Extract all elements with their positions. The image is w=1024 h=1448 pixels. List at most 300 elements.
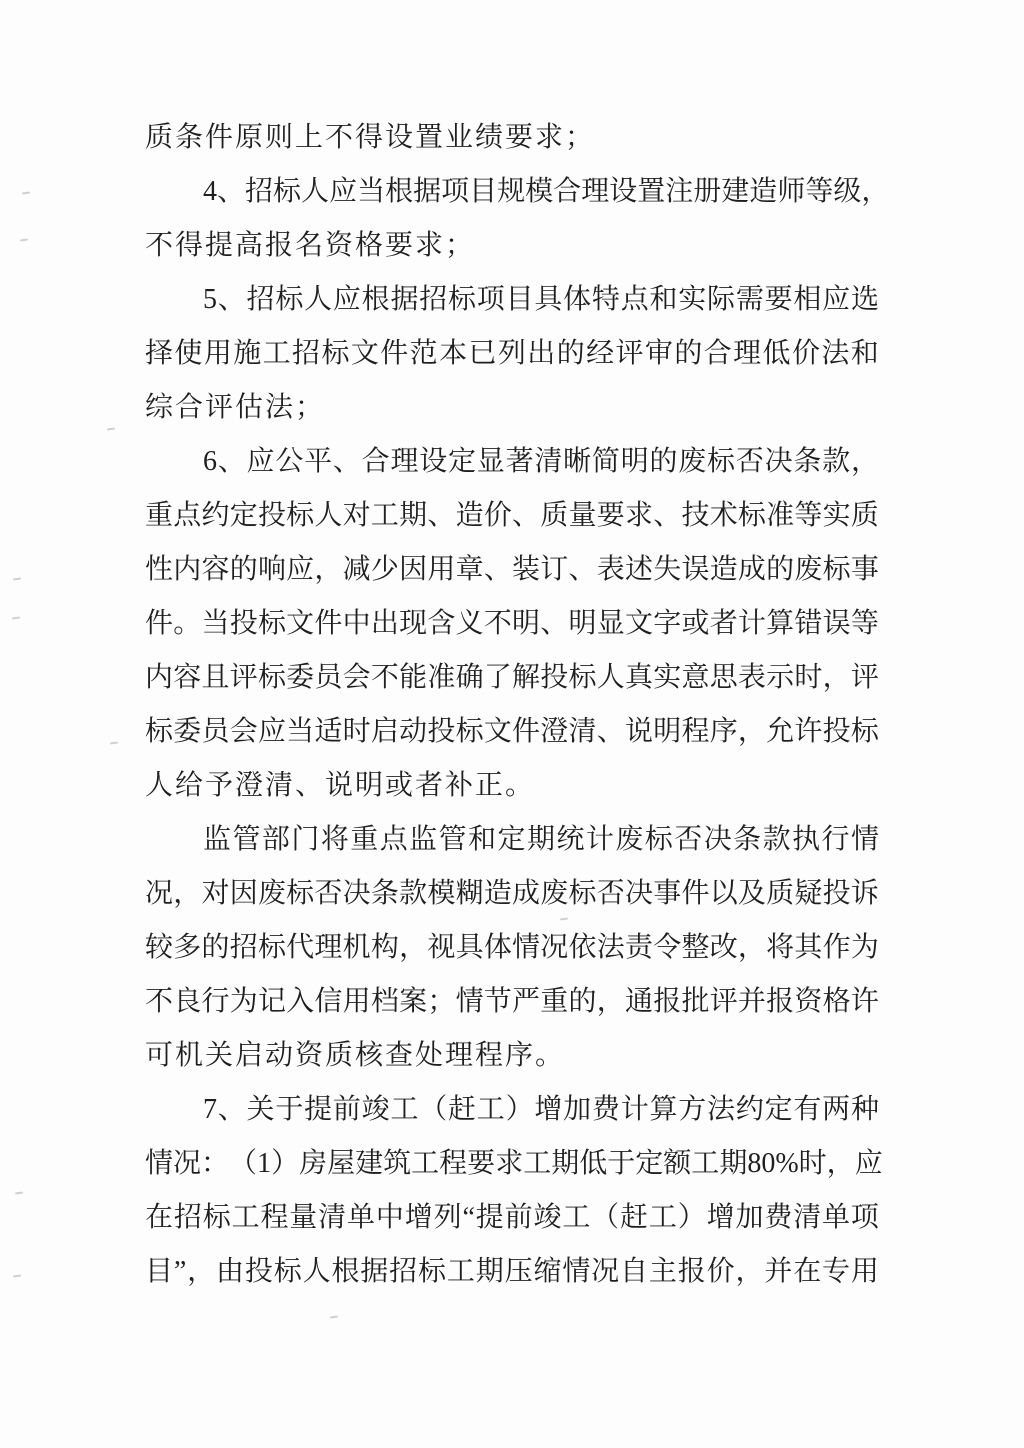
- text-line: [145, 273, 879, 327]
- text-glyph: 、: [217, 284, 246, 315]
- text-glyph: 价: [791, 338, 820, 369]
- text-glyph: 两: [822, 1094, 851, 1125]
- text-glyph: 单: [347, 1202, 376, 1233]
- text-glyph: 监: [409, 824, 438, 855]
- text-glyph: 况: [173, 1148, 202, 1179]
- text-glyph: 应: [257, 716, 286, 747]
- text-glyph: 门: [291, 824, 320, 855]
- text-glyph: 的: [674, 338, 703, 369]
- text-glyph: 理: [390, 446, 419, 477]
- text-glyph: 标: [275, 284, 304, 315]
- text-line: [145, 813, 879, 867]
- scan-speck: [13, 577, 21, 580]
- text-glyph: 标: [822, 554, 851, 585]
- text-line: [145, 327, 879, 381]
- scan-speck: [12, 616, 20, 619]
- text-glyph: 标: [737, 500, 766, 531]
- text-glyph: 员: [201, 716, 230, 747]
- text-glyph: 工: [476, 1094, 505, 1125]
- text-glyph: 相: [793, 284, 822, 315]
- text-glyph: 定: [497, 824, 526, 855]
- text-glyph: 用: [427, 554, 456, 585]
- text-glyph: 了: [483, 662, 512, 693]
- text-glyph: 报: [677, 1256, 706, 1287]
- text-glyph: 依: [568, 932, 597, 963]
- text-glyph: 并: [737, 986, 766, 1017]
- text-glyph: 赶: [448, 1094, 477, 1125]
- text-glyph: 且: [201, 662, 230, 693]
- text-line: [145, 165, 890, 219]
- text-glyph: 经: [586, 338, 615, 369]
- text-glyph: 体: [483, 932, 512, 963]
- text-glyph: 、: [217, 1094, 246, 1125]
- text-glyph: 已: [468, 338, 497, 369]
- text-glyph: 件: [380, 338, 409, 369]
- text-glyph: 较: [145, 932, 174, 963]
- text-line: 可机关启动资质核查处理程序。: [145, 1040, 566, 1071]
- text-glyph: 不: [145, 986, 174, 1017]
- text-glyph: 责: [624, 932, 653, 963]
- text-glyph: 应: [854, 1148, 883, 1179]
- text-glyph: 、: [217, 176, 246, 207]
- text-glyph: 范: [409, 338, 438, 369]
- text-glyph: 80%: [747, 1148, 799, 1179]
- text-glyph: 求: [495, 1148, 524, 1179]
- text-glyph: 事: [850, 554, 879, 585]
- text-glyph: 资: [794, 986, 823, 1017]
- text-glyph: 、: [427, 500, 456, 531]
- text-glyph: 出: [370, 608, 399, 639]
- text-glyph: 多: [173, 932, 202, 963]
- text-glyph: 应: [329, 176, 358, 207]
- text-glyph: 决: [703, 824, 732, 855]
- text-glyph: 现: [399, 608, 428, 639]
- text-glyph: 为: [229, 986, 258, 1017]
- text-line: [145, 705, 879, 759]
- text-glyph: 造: [709, 554, 738, 585]
- text-glyph: 加: [735, 1202, 764, 1233]
- text-glyph: 记: [257, 986, 286, 1017]
- text-glyph: 定: [764, 1094, 793, 1125]
- text-glyph: 模: [525, 176, 554, 207]
- text-glyph: 能: [399, 662, 428, 693]
- text-line: [145, 1191, 879, 1245]
- text-glyph: 否: [314, 878, 343, 909]
- text-glyph: 部: [261, 824, 290, 855]
- text-glyph: 、: [596, 716, 625, 747]
- text-glyph: 废: [678, 446, 707, 477]
- text-glyph: 代: [286, 932, 315, 963]
- text-glyph: 投: [257, 500, 286, 531]
- text-glyph: 准: [427, 662, 456, 693]
- text-glyph: 模: [427, 878, 456, 909]
- text-glyph: 建: [355, 1148, 384, 1179]
- text-glyph: ，: [314, 554, 343, 585]
- text-glyph: 条: [733, 824, 762, 855]
- text-glyph: 种: [850, 1094, 879, 1125]
- text-glyph: 、: [540, 608, 569, 639]
- text-glyph: 求: [624, 500, 653, 531]
- text-glyph: 报: [766, 986, 795, 1017]
- text-glyph: 项: [476, 284, 505, 315]
- text-glyph: 义: [455, 608, 484, 639]
- text-glyph: 期: [399, 500, 428, 531]
- text-glyph: 列: [433, 1202, 462, 1233]
- text-glyph: 件: [681, 878, 710, 909]
- text-glyph: 方: [678, 1094, 707, 1125]
- text-glyph: 件: [314, 608, 343, 639]
- text-glyph: 低: [762, 338, 791, 369]
- text-glyph: 订: [540, 554, 569, 585]
- text-glyph: 当: [201, 608, 230, 639]
- text-glyph: 法: [707, 1094, 736, 1125]
- text-glyph: 6: [203, 446, 217, 477]
- text-glyph: 法: [596, 932, 625, 963]
- text-glyph: 理: [733, 338, 762, 369]
- text-glyph: 并: [764, 1256, 793, 1287]
- text-glyph: 投: [427, 716, 456, 747]
- text-glyph: 响: [257, 554, 286, 585]
- text-glyph: 决: [764, 446, 793, 477]
- text-glyph: 择: [145, 338, 174, 369]
- text-glyph: 招: [389, 1256, 418, 1287]
- text-glyph: 期: [475, 1256, 504, 1287]
- text-glyph: 情: [145, 1148, 174, 1179]
- text-glyph: 屋: [327, 1148, 356, 1179]
- text-glyph: 在: [145, 1202, 174, 1233]
- text-glyph: 信: [314, 986, 343, 1017]
- text-glyph: 的: [766, 554, 795, 585]
- text-glyph: 竣: [361, 1094, 390, 1125]
- text-glyph: 根: [331, 1256, 360, 1287]
- text-glyph: ）: [271, 1148, 300, 1179]
- text-glyph: 含: [427, 608, 456, 639]
- text-glyph: 许: [794, 716, 823, 747]
- text-glyph: ，: [187, 1256, 216, 1287]
- text-glyph: 使: [174, 338, 203, 369]
- text-glyph: 内: [173, 554, 202, 585]
- text-glyph: 注: [665, 176, 694, 207]
- text-glyph: 审: [644, 338, 673, 369]
- text-glyph: ，: [173, 878, 202, 909]
- text-glyph: 自: [620, 1256, 649, 1287]
- text-glyph: 思: [709, 662, 738, 693]
- text-glyph: 、: [512, 500, 541, 531]
- text-glyph: 实: [653, 662, 682, 693]
- text-glyph: 实: [678, 284, 707, 315]
- text-glyph: 标: [455, 716, 484, 747]
- text-glyph: 设: [609, 176, 638, 207]
- text-glyph: 内: [145, 662, 174, 693]
- text-glyph: 算: [649, 1094, 678, 1125]
- text-line: 综合评估法；: [145, 392, 326, 423]
- text-glyph: 压: [504, 1256, 533, 1287]
- text-glyph: 明: [620, 446, 649, 477]
- text-glyph: 质: [850, 500, 879, 531]
- text-glyph: 点: [173, 500, 202, 531]
- text-line: [145, 975, 879, 1029]
- text-glyph: 员: [314, 662, 343, 693]
- text-glyph: 清: [793, 1202, 822, 1233]
- text-glyph: 标: [418, 1256, 447, 1287]
- text-glyph: 目: [505, 284, 534, 315]
- text-glyph: 标: [145, 716, 174, 747]
- text-glyph: 造: [749, 176, 778, 207]
- text-glyph: 的: [568, 986, 597, 1017]
- text-glyph: 通: [624, 986, 653, 1017]
- text-glyph: 说: [624, 716, 653, 747]
- text-glyph: 增: [404, 1202, 433, 1233]
- text-line: [145, 921, 879, 975]
- text-glyph: 据: [360, 1256, 389, 1287]
- text-line: 人给予澄清、说明或者补正。: [145, 770, 536, 801]
- text-line: [145, 651, 879, 705]
- text-glyph: 标: [273, 176, 302, 207]
- text-glyph: 、: [568, 554, 597, 585]
- text-glyph: ，: [735, 1256, 764, 1287]
- text-glyph: 施: [233, 338, 262, 369]
- text-glyph: 投: [229, 608, 258, 639]
- text-glyph: 当: [357, 176, 386, 207]
- text-glyph: 算: [766, 608, 795, 639]
- text-glyph: 启: [370, 716, 399, 747]
- text-glyph: 目: [469, 176, 498, 207]
- text-glyph: 监: [203, 824, 232, 855]
- text-glyph: 重: [145, 500, 174, 531]
- text-glyph: 师: [777, 176, 806, 207]
- text-glyph: 简: [591, 446, 620, 477]
- text-glyph: 人: [314, 500, 343, 531]
- text-glyph: 期: [526, 824, 555, 855]
- text-glyph: 会: [342, 662, 371, 693]
- text-glyph: 文: [350, 338, 379, 369]
- text-glyph: 序: [709, 716, 738, 747]
- text-glyph: 视: [427, 932, 456, 963]
- text-glyph: 否: [596, 878, 625, 909]
- text-glyph: 糊: [455, 878, 484, 909]
- text-glyph: 、: [483, 554, 512, 585]
- text-glyph: 投: [822, 878, 851, 909]
- text-glyph: 于: [607, 1148, 636, 1179]
- text-glyph: 决: [342, 878, 371, 909]
- text-line: [145, 435, 879, 489]
- text-glyph: 者: [709, 608, 738, 639]
- scan-speck: [107, 427, 115, 430]
- text-glyph: 款: [762, 824, 791, 855]
- text-glyph: 增: [706, 1202, 735, 1233]
- text-glyph: 投: [822, 716, 851, 747]
- text-glyph: 对: [342, 500, 371, 531]
- text-glyph: 造: [455, 500, 484, 531]
- text-line: [145, 543, 879, 597]
- text-glyph: 评: [709, 986, 738, 1017]
- text-glyph: 约: [201, 500, 230, 531]
- text-glyph: 会: [229, 716, 258, 747]
- text-glyph: 评: [229, 662, 258, 693]
- text-glyph: 重: [350, 824, 379, 855]
- text-glyph: 赶: [620, 1202, 649, 1233]
- text-glyph: 管: [232, 824, 261, 855]
- text-glyph: 具: [455, 932, 484, 963]
- text-glyph: 文: [286, 608, 315, 639]
- text-glyph: 等: [794, 500, 823, 531]
- text-glyph: 行: [821, 824, 850, 855]
- text-glyph: 的: [201, 932, 230, 963]
- text-glyph: 要: [764, 284, 793, 315]
- text-glyph: 选: [850, 284, 879, 315]
- text-glyph: 用: [203, 338, 232, 369]
- text-glyph: 评: [615, 338, 644, 369]
- text-glyph: 容: [201, 554, 230, 585]
- text-glyph: 点: [379, 824, 408, 855]
- text-glyph: 用: [342, 986, 371, 1017]
- text-glyph: 委: [173, 716, 202, 747]
- text-glyph: 和: [468, 824, 497, 855]
- text-glyph: 将: [320, 824, 349, 855]
- text-glyph: 情: [512, 932, 541, 963]
- text-glyph: 中: [342, 608, 371, 639]
- text-glyph: 投: [540, 662, 569, 693]
- text-glyph: 合: [703, 338, 732, 369]
- text-glyph: 适: [314, 716, 343, 747]
- text-glyph: 费: [764, 1202, 793, 1233]
- scan-speck: [15, 1191, 23, 1194]
- text-glyph: 列: [497, 338, 526, 369]
- text-glyph: 废: [615, 824, 644, 855]
- text-glyph: 标: [568, 878, 597, 909]
- text-glyph: 等: [850, 608, 879, 639]
- text-glyph: 有: [793, 1094, 822, 1125]
- text-glyph: 显: [476, 446, 505, 477]
- text-glyph: 动: [399, 716, 428, 747]
- scan-speck: [20, 238, 28, 241]
- text-glyph: 技: [681, 500, 710, 531]
- text-glyph: 标: [707, 446, 736, 477]
- text-glyph: 。: [173, 608, 202, 639]
- text-glyph: 招: [173, 1202, 202, 1233]
- text-glyph: ，: [822, 662, 851, 693]
- text-glyph: 工: [411, 1148, 440, 1179]
- text-glyph: 重: [540, 986, 569, 1017]
- text-line: [145, 597, 879, 651]
- text-glyph: ，: [737, 932, 766, 963]
- text-glyph: 作: [822, 932, 851, 963]
- text-glyph: 废: [794, 554, 823, 585]
- text-glyph: 情: [455, 986, 484, 1017]
- text-glyph: 程: [681, 716, 710, 747]
- text-glyph: 文: [483, 716, 512, 747]
- text-glyph: 况: [145, 878, 174, 909]
- text-glyph: 否: [735, 446, 764, 477]
- text-glyph: 情: [562, 1256, 591, 1287]
- text-glyph: 具: [534, 284, 563, 315]
- text-glyph: 入: [286, 986, 315, 1017]
- text-glyph: 对: [201, 878, 230, 909]
- text-glyph: 确: [455, 662, 484, 693]
- text-glyph: 清: [568, 716, 597, 747]
- text-glyph: 文: [624, 608, 653, 639]
- text-glyph: 示: [766, 662, 795, 693]
- text-glyph: 显: [596, 608, 625, 639]
- text-glyph: 约: [735, 1094, 764, 1125]
- text-glyph: 时: [798, 1148, 827, 1179]
- text-glyph: 7: [203, 1094, 217, 1125]
- text-glyph: 术: [709, 500, 738, 531]
- text-glyph: ，: [850, 446, 879, 477]
- text-glyph: 用: [850, 1256, 879, 1287]
- text-glyph: 加: [563, 1094, 592, 1125]
- text-glyph: 时: [794, 662, 823, 693]
- text-glyph: 招: [229, 932, 258, 963]
- text-glyph: 4: [203, 176, 217, 207]
- text-glyph: 人: [301, 176, 330, 207]
- text-glyph: ：: [201, 1148, 230, 1179]
- text-glyph: 人: [596, 662, 625, 693]
- text-glyph: 许: [850, 986, 879, 1017]
- text-glyph: 册: [693, 176, 722, 207]
- text-glyph: 令: [653, 932, 682, 963]
- text-glyph: 平: [304, 446, 333, 477]
- text-glyph: 清: [534, 446, 563, 477]
- text-glyph: 报: [653, 986, 682, 1017]
- text-glyph: ，: [826, 1148, 855, 1179]
- text-glyph: 前: [504, 1202, 533, 1233]
- text-glyph: 公: [275, 446, 304, 477]
- text-glyph: 合: [553, 176, 582, 207]
- text-glyph: 前: [332, 1094, 361, 1125]
- text-glyph: 低: [579, 1148, 608, 1179]
- scan-speck: [13, 1274, 21, 1277]
- text-glyph: 1: [257, 1148, 272, 1179]
- text-glyph: 根: [385, 176, 414, 207]
- text-glyph: 、: [217, 446, 246, 477]
- text-glyph: 时: [342, 716, 371, 747]
- text-glyph: 案: [399, 986, 428, 1017]
- text-glyph: 工: [691, 1148, 720, 1179]
- text-glyph: 及: [737, 878, 766, 909]
- text-glyph: 废: [540, 878, 569, 909]
- text-glyph: 将: [766, 932, 795, 963]
- text-glyph: 款: [822, 446, 851, 477]
- text-glyph: 误: [681, 554, 710, 585]
- text-glyph: 程: [260, 1202, 289, 1233]
- text-glyph: 本: [439, 338, 468, 369]
- text-glyph: 构: [370, 932, 399, 963]
- text-glyph: 条: [793, 446, 822, 477]
- text-glyph: 表: [737, 662, 766, 693]
- text-glyph: 解: [512, 662, 541, 693]
- text-glyph: 定: [635, 1148, 664, 1179]
- text-glyph: 档: [370, 986, 399, 1017]
- text-glyph: 成: [512, 878, 541, 909]
- text-glyph: 为: [850, 932, 879, 963]
- text-glyph: 定: [229, 500, 258, 531]
- text-glyph: 明: [512, 608, 541, 639]
- text-glyph: 标: [568, 662, 597, 693]
- text-glyph: 标: [257, 608, 286, 639]
- text-line: 质条件原则上不得设置业绩要求；: [145, 122, 596, 153]
- text-glyph: 需: [735, 284, 764, 315]
- text-glyph: 于: [275, 1094, 304, 1125]
- text-glyph: 其: [794, 932, 823, 963]
- text-glyph: 专: [822, 1256, 851, 1287]
- text-glyph: 少: [370, 554, 399, 585]
- text-glyph: 严: [512, 986, 541, 1017]
- text-glyph: 和: [649, 284, 678, 315]
- text-glyph: 评: [850, 662, 879, 693]
- text-glyph: 人: [302, 1256, 331, 1287]
- text-glyph: 著: [505, 446, 534, 477]
